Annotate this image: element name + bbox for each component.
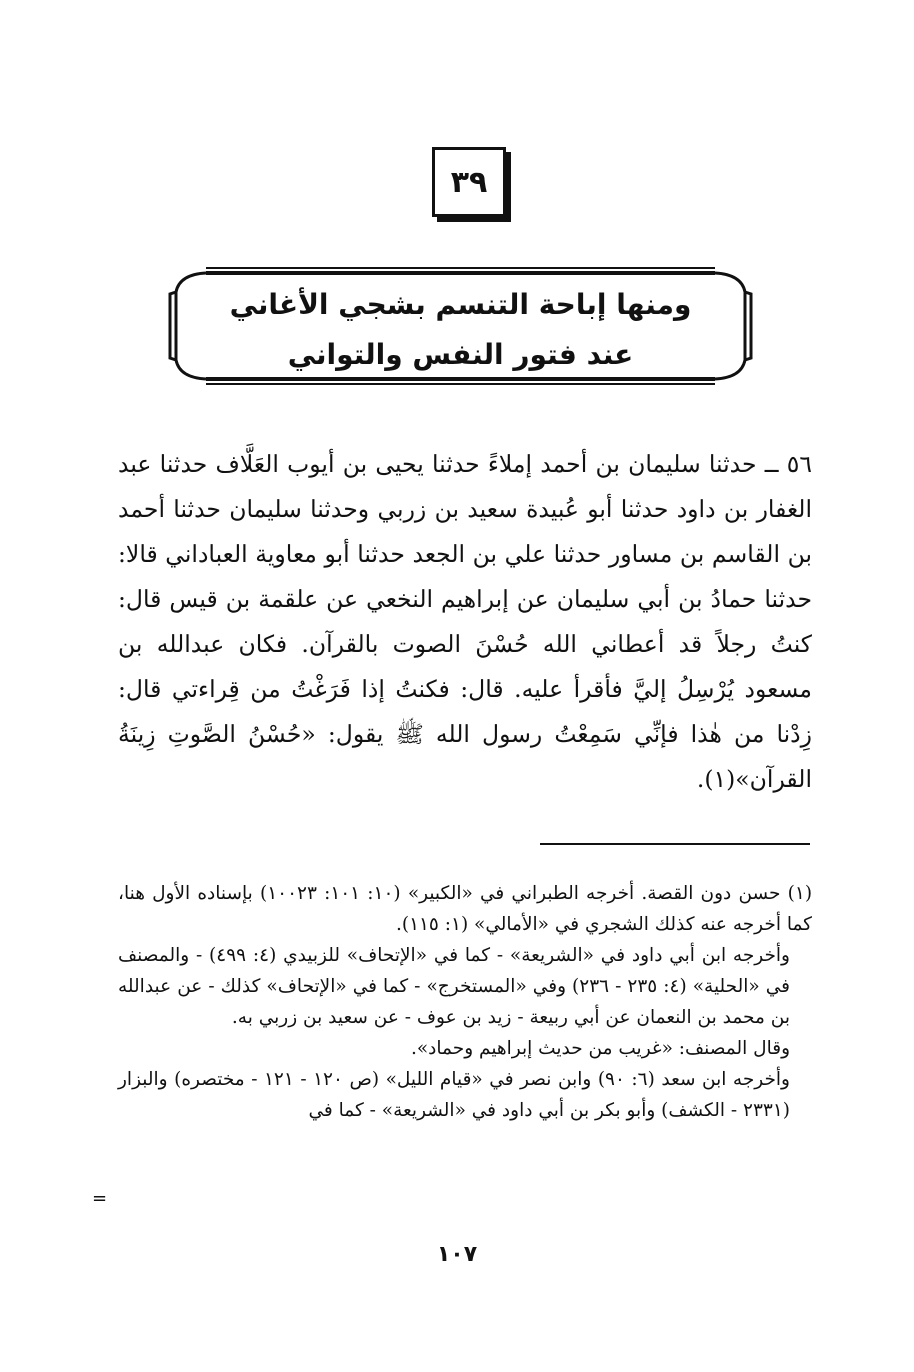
footnote-continuation-mark: = [92,1188,108,1209]
footnote-paragraph-2: وأخرجه ابن أبي داود في «الشريعة» - كما في «الإتحاف» للزبيدي (٤: ٤٩٩) - والمصنف في «الحلية» (٤: ٢٣٥ - ٢٣٦) وفي «المستخرج» - كما في «الإتحاف» كذلك - عن عبدالله بن محمد بن النعمان عن أبي ربيعة - زيد بن عوف - عن سعيد بن زربي به. [118,945,790,1028]
footnotes [118,878,812,1126]
chapter-title-line-1: ومنها إباحة التنسم بشجي الأغاني [229,288,692,321]
footnote-paragraph-3: وقال المصنف: «غريب من حديث إبراهيم وحماد». [410,1038,790,1059]
chapter-title [218,280,703,380]
hadith-paragraph: ٥٦ ــ حدثنا سليمان بن أحمد إملاءً حدثنا يحيى بن أيوب العَلَّاف حدثنا عبد الغفار بن داود حدثنا أبو عُبيدة سعيد بن زربي وحدثنا سليمان حدثنا أحمد بن القاسم بن مساور حدثنا علي بن الجعد حدثنا أبو معاوية العباداني قالا: حدثنا حمادُ بن أبي سليمان عن إبراهيم النخعي عن علقمة بن قيس قال: كنتُ رجلاً قد أعطاني الله حُسْنَ الصوت بالقرآن. فكان عبدالله بن مسعود يُرْسِلُ إليَّ فأقرأ عليه. قال: فكنتُ إذا فَرَغْتُ من قِراءتي قال: زِدْنا من هٰذا فإنِّي سَمِعْتُ رسول الله ﷺ يقول: «حُسْنُ الصَّوتِ زِينَةُ القرآن»(١). [118,450,812,793]
chapter-title-line-2: عند فتور النفس والتواني [287,338,634,371]
chapter-number-box [432,147,506,217]
footnote-paragraph-4: وأخرجه ابن سعد (٦: ٩٠) وابن نصر في «قيام الليل» (ص ١٢٠ - ١٢١ - مختصره) والبزار (٢٣٣١ - الكشف) وأبو بكر بن أبي داود في «الشريعة» - كما في [118,1069,790,1121]
hadith-text [118,442,812,802]
chapter-title-frame [158,262,763,390]
chapter-number: ٣٩ [450,164,488,200]
footnote-separator [540,843,810,845]
footnote-1: (١) حسن دون القصة. أخرجه الطبراني في «الكبير» (١٠: ١٠١: ١٠٠٢٣) بإسناده الأول هنا، كما أخرجه عنه كذلك الشجري في «الأمالي» (١: ١١٥). [118,883,813,935]
page-number: ١٠٧ [436,1242,478,1267]
